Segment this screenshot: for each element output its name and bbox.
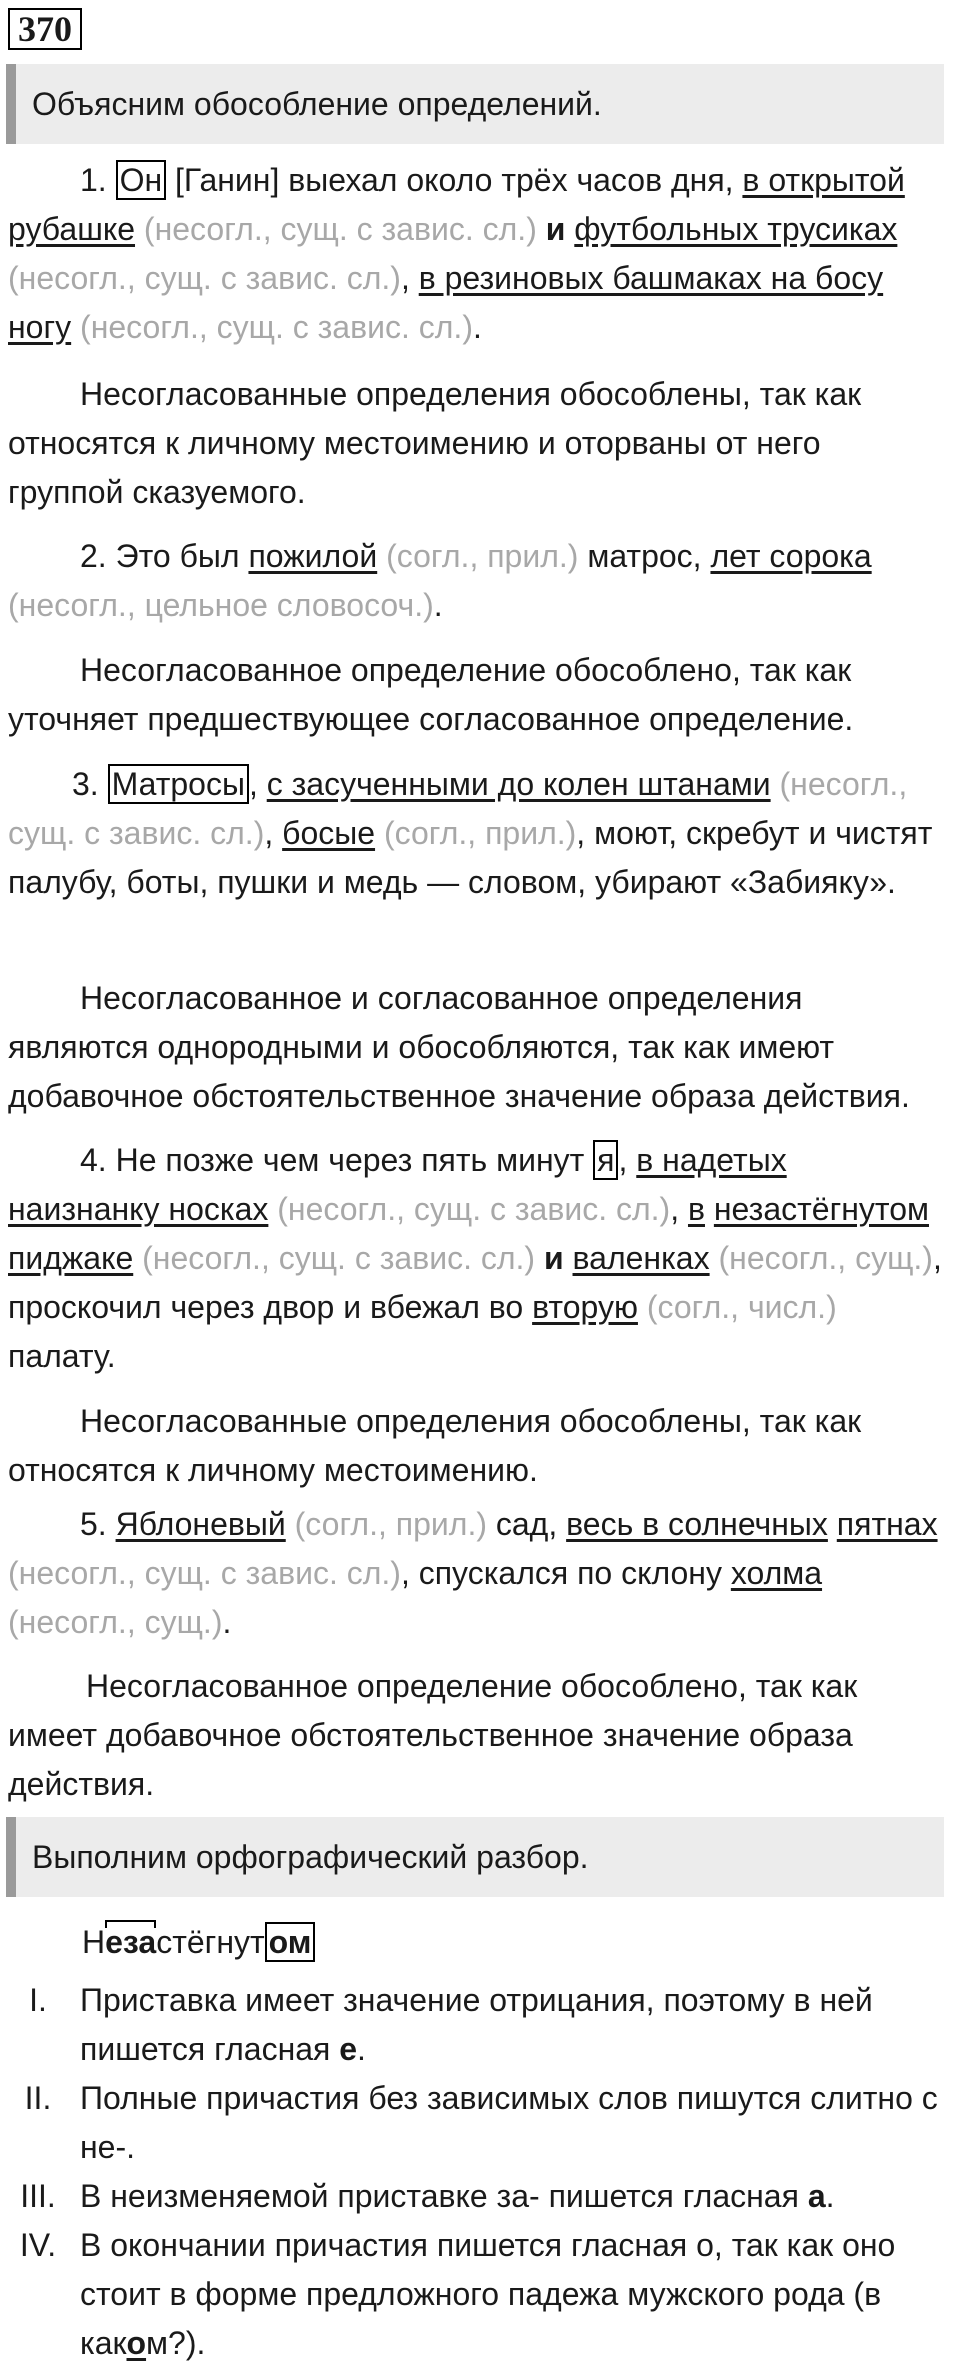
- explanation-1: Несогласованные определения обособлены, так как относятся к личному местоимению и оторваны от него группой сказуемого.: [8, 376, 862, 510]
- sentence-1: 1. Он [Ганин] выехал около трёх часов дня, в открытой рубашке (несогл., сущ. с завис. сл.) и футбольных трусиках (несогл., сущ. с завис. сл.), в резиновых башмаках на босу ногу (несогл., сущ. с завис. сл.).: [8, 162, 905, 345]
- explanation-4: Несогласованные определения обособлены, так как относятся к личному местоимению.: [8, 1403, 862, 1488]
- grammar-note: (несогл., сущ. с завис. сл.): [268, 1191, 671, 1227]
- sentence-4: 4. Не позже чем через пять минут я , в надетых наизнанку носках (несогл., сущ. с завис. сл.), в незастёгнутом пиджаке (несогл., сущ. с завис. сл.) и валенках (несогл., сущ.), проскочил через двор и вбежал во вторую (согл., числ.) палату.: [8, 1142, 942, 1374]
- grammar-note: (несогл., сущ. с завис. сл.): [8, 260, 401, 296]
- sentence-2: 2. Это был пожилой (согл., прил.) матрос, лет сорока (несогл., цельное словосоч.).: [8, 538, 872, 623]
- explanation-3: Несогласованное и согласованное определения являются однородными и обособляются, так как имеют добавочное обстоятельственное значение образа действия.: [8, 980, 910, 1114]
- grammar-note: (несогл., сущ.): [709, 1240, 933, 1276]
- sentence-3: 3. Матросы , с засученными до колен штанами (несогл., сущ. с завис. сл.), босые (согл., прил.), моют, скребут и чистят палубу, боты, пушки и медь — словом, убирают «Забияку».: [8, 766, 933, 900]
- ending-box: ом: [265, 1922, 316, 1962]
- grammar-note: (согл., прил.): [375, 815, 577, 851]
- grammar-note: (согл., прил.): [285, 1506, 496, 1542]
- grammar-note: (несогл., сущ. с завис. сл.): [8, 1555, 401, 1591]
- prefix-mark: еза: [105, 1924, 157, 1960]
- subject-noun: Матросы: [108, 764, 249, 804]
- grammar-note: (несогл., сущ. с завис. сл.): [8, 766, 908, 851]
- grammar-note: (согл., числ.): [637, 1289, 837, 1325]
- grammar-note: (несогл., сущ. с завис. сл.): [71, 309, 473, 345]
- grammar-note: (согл., прил.): [377, 538, 588, 574]
- subject-pronoun: я: [593, 1140, 618, 1180]
- explanation-5: Несогласованное определение обособлено, так как имеет добавочное обстоятельственное значение образа действия.: [8, 1668, 858, 1802]
- grammar-note: (несогл., сущ. с завис. сл.): [135, 211, 546, 247]
- section-header-spelling: Выполним орфографический разбор.: [6, 1817, 944, 1897]
- grammar-note: (несогл., сущ. с завис. сл.): [133, 1240, 544, 1276]
- grammar-note: (несогл., сущ.): [8, 1604, 223, 1640]
- section-header-definitions: Объясним обособление определений.: [6, 64, 944, 144]
- grammar-note: (несогл., цельное словосоч.): [8, 587, 434, 623]
- explanation-2: Несогласованное определение обособлено, так как уточняет предшествующее согласованное определение.: [8, 652, 854, 737]
- task-number: 370: [8, 8, 82, 50]
- sentence-5: 5. Яблоневый (согл., прил.) сад, весь в солнечных пятнах (несогл., сущ. с завис. сл.), спускался по склону холма (несогл., сущ.).: [8, 1506, 938, 1640]
- analyzed-word: Незастёгнут ом: [82, 1919, 315, 1965]
- subject-pronoun: Он: [116, 160, 167, 200]
